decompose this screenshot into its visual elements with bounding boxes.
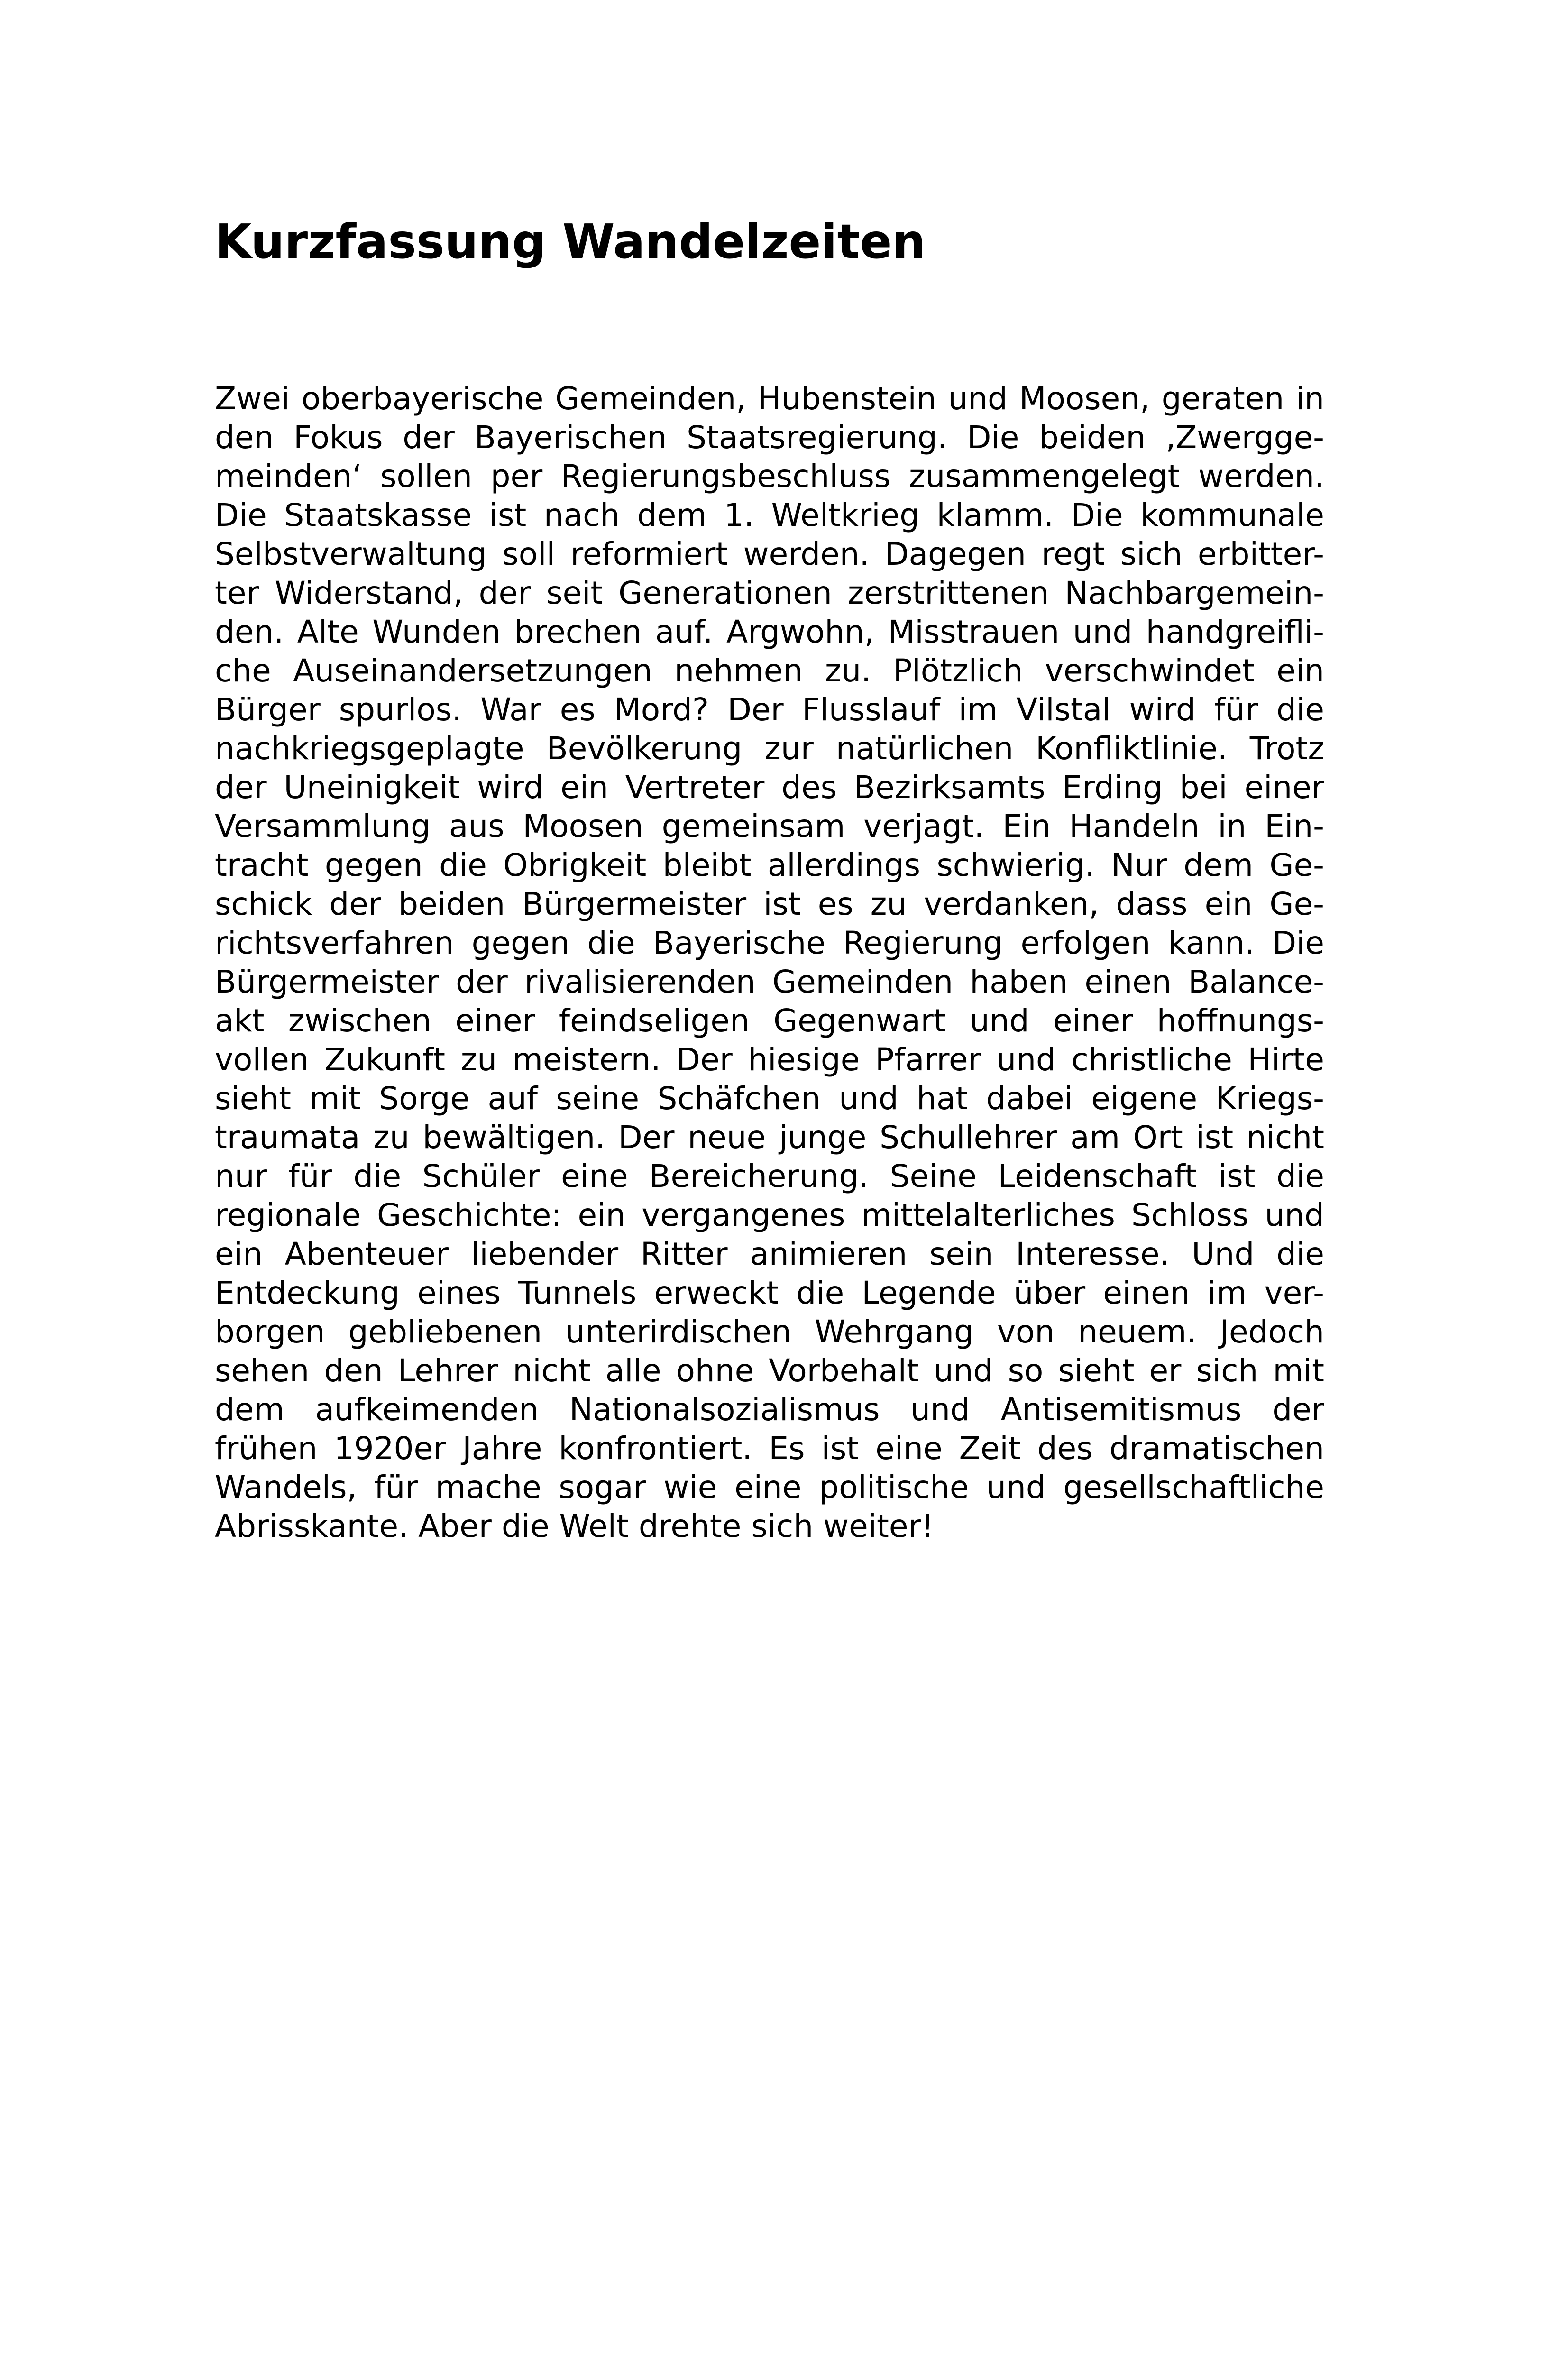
paragraph-line: borgen gebliebenen unterirdischen Wehrgang von neuem. Jedoch [215, 1314, 1324, 1350]
paragraph-line: sieht mit Sorge auf seine Schäfchen und hat dabei eigene Kriegs- [215, 1080, 1324, 1117]
paragraph-line: akt zwischen einer feindseligen Gegenwart und einer hoffnungs- [215, 1002, 1324, 1039]
paragraph-line: schick der beiden Bürgermeister ist es zu verdanken, dass ein Ge- [215, 886, 1324, 922]
paragraph-line: che Auseinandersetzungen nehmen zu. Plötzlich verschwindet ein [215, 652, 1324, 689]
paragraph-line: den Fokus der Bayerischen Staatsregierung. Die beiden ‚Zwergge- [215, 419, 1324, 456]
paragraph-line: nachkriegsgeplagte Bevölkerung zur natürlichen Konfliktlinie. Trotz [215, 730, 1324, 767]
paragraph-line: Bürgermeister der rivalisierenden Gemeinden haben einen Balance- [215, 964, 1324, 1000]
paragraph-line: tracht gegen die Obrigkeit bleibt allerdings schwierig. Nur dem Ge- [215, 847, 1324, 883]
paragraph-line: dem aufkeimenden Nationalsozialismus und Antisemitismus der [215, 1391, 1324, 1428]
paragraph-line: Entdeckung eines Tunnels erweckt die Legende über einen im ver- [215, 1275, 1324, 1311]
page-title: Kurzfassung Wandelzeiten [215, 214, 926, 269]
paragraph-line: richtsverfahren gegen die Bayerische Regierung erfolgen kann. Die [215, 925, 1324, 961]
paragraph-line: traumata zu bewältigen. Der neue junge Schullehrer am Ort ist nicht [215, 1119, 1324, 1156]
paragraph-line: vollen Zukunft zu meistern. Der hiesige Pfarrer und christliche Hirte [215, 1041, 1324, 1078]
paragraph-line: Zwei oberbayerische Gemeinden, Hubenstein und Moosen, geraten in [215, 380, 1324, 417]
paragraph-line: regionale Geschichte: ein vergangenes mittelalterliches Schloss und [215, 1197, 1324, 1233]
paragraph-line: meinden‘ sollen per Regierungsbeschluss zusammengelegt werden. [215, 458, 1324, 495]
summary-paragraph [215, 379, 1324, 1546]
paragraph-line: ter Widerstand, der seit Generationen zerstrittenen Nachbargemein- [215, 575, 1324, 611]
paragraph-line: Bürger spurlos. War es Mord? Der Flusslauf im Vilstal wird für die [215, 691, 1324, 728]
paragraph-line: Selbstverwaltung soll reformiert werden. Dagegen regt sich erbitter- [215, 536, 1324, 572]
paragraph-line: ein Abenteuer liebender Ritter animieren sein Interesse. Und die [215, 1236, 1324, 1272]
paragraph-line: Die Staatskasse ist nach dem 1. Weltkrieg klamm. Die kommunale [215, 497, 1324, 533]
paragraph-line: Wandels, für mache sogar wie eine politische und gesellschaftliche [215, 1469, 1324, 1506]
paragraph-line: frühen 1920er Jahre konfrontiert. Es ist eine Zeit des dramatischen [215, 1430, 1324, 1467]
paragraph-line: Versammlung aus Moosen gemeinsam verjagt. Ein Handeln in Ein- [215, 808, 1324, 845]
paragraph-line: der Uneinigkeit wird ein Vertreter des Bezirksamts Erding bei einer [215, 769, 1324, 806]
paragraph-line: Abrisskante. Aber die Welt drehte sich weiter! [215, 1508, 934, 1544]
paragraph-line: den. Alte Wunden brechen auf. Argwohn, Misstrauen und handgreifli- [215, 614, 1324, 650]
paragraph-line: sehen den Lehrer nicht alle ohne Vorbehalt und so sieht er sich mit [215, 1352, 1324, 1389]
paragraph-line: nur für die Schüler eine Bereicherung. Seine Leidenschaft ist die [215, 1158, 1324, 1195]
